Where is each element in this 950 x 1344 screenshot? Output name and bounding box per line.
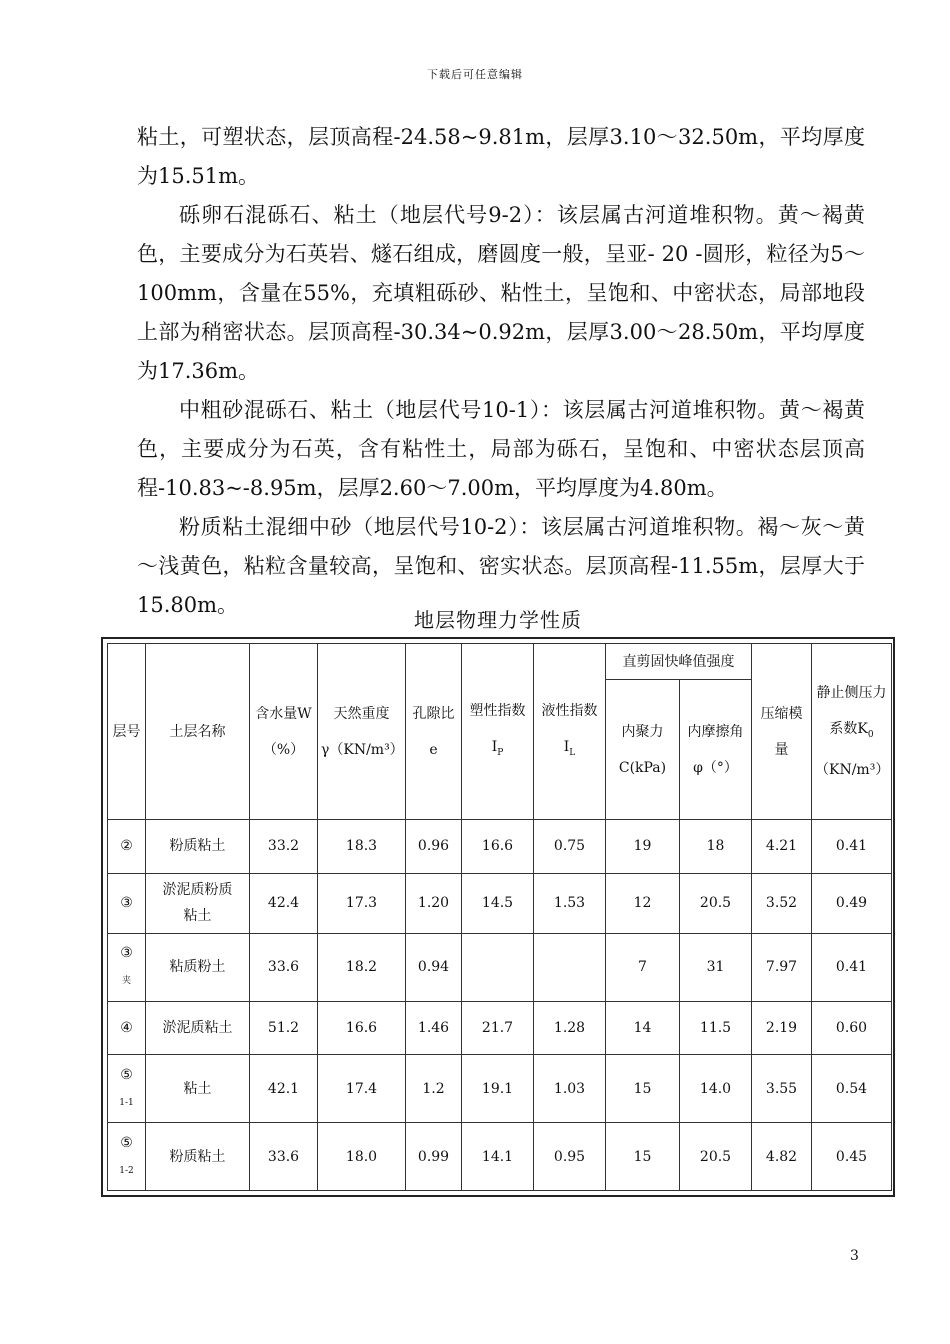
cell-plasticity: 21.7 <box>462 1001 534 1055</box>
cell-layer-no: ④ <box>108 1001 146 1055</box>
cell-compression: 3.55 <box>752 1055 812 1123</box>
cell-friction-angle: 14.0 <box>680 1055 752 1123</box>
cell-void-ratio: 0.96 <box>406 820 462 874</box>
cell-liquidity: 0.95 <box>534 1123 606 1191</box>
cell-unit-weight: 17.4 <box>318 1055 406 1123</box>
cell-soil-name: 淤泥质粉质粘土 <box>146 873 250 933</box>
cell-water-content: 33.6 <box>250 1123 318 1191</box>
page-number: 3 <box>850 1248 859 1264</box>
header-void-ratio: 孔隙比e <box>406 644 462 820</box>
cell-water-content: 51.2 <box>250 1001 318 1055</box>
cell-soil-name: 粉质粘土 <box>146 1123 250 1191</box>
header-shear-group: 直剪固快峰值强度 <box>606 644 752 680</box>
cell-k0: 0.41 <box>812 820 892 874</box>
table-row <box>108 1123 892 1191</box>
cell-layer-no <box>108 1055 146 1123</box>
cell-unit-weight: 18.3 <box>318 820 406 874</box>
cell-plasticity: 14.5 <box>462 873 534 933</box>
header-liquidity-sub: L <box>569 747 576 758</box>
layer-no-sub: 1-1 <box>119 1097 134 1108</box>
header-water-content: 含水量W（%） <box>250 644 318 820</box>
cell-void-ratio: 1.46 <box>406 1001 462 1055</box>
cell-layer-no <box>108 1123 146 1191</box>
header-liquidity-main: 液性指数I <box>541 702 598 755</box>
cell-void-ratio: 0.99 <box>406 1123 462 1191</box>
cell-void-ratio: 0.94 <box>406 933 462 1001</box>
table-row <box>108 1055 892 1123</box>
header-plasticity-main: 塑性指数I <box>469 702 526 755</box>
cell-cohesion: 14 <box>606 1001 680 1055</box>
cell-void-ratio: 1.2 <box>406 1055 462 1123</box>
cell-water-content: 42.1 <box>250 1055 318 1123</box>
cell-water-content: 33.2 <box>250 820 318 874</box>
cell-cohesion: 12 <box>606 873 680 933</box>
header-k0-main: 静止侧压力系数K <box>816 684 887 737</box>
header-layer-no: 层号 <box>108 644 146 820</box>
cell-k0: 0.49 <box>812 873 892 933</box>
layer-no-main: ⑤ <box>120 1134 133 1151</box>
cell-layer-no: ② <box>108 820 146 874</box>
header-plasticity <box>462 644 534 820</box>
cell-compression: 4.82 <box>752 1123 812 1191</box>
header-liquidity <box>534 644 606 820</box>
cell-liquidity: 0.75 <box>534 820 606 874</box>
cell-void-ratio: 1.20 <box>406 873 462 933</box>
header-unit-weight-main: 天然重度 <box>333 705 390 722</box>
cell-unit-weight: 16.6 <box>318 1001 406 1055</box>
table-row <box>108 820 892 874</box>
table-row <box>108 873 892 933</box>
cell-liquidity: 1.03 <box>534 1055 606 1123</box>
paragraph: 粘土，可塑状态，层顶高程-24.58~9.81m，层厚3.10～32.50m，平均厚度为15.51m。 <box>137 125 865 188</box>
cell-k0: 0.60 <box>812 1001 892 1055</box>
cell-plasticity: 19.1 <box>462 1055 534 1123</box>
layer-no-sub: 1-2 <box>119 1165 134 1176</box>
cell-unit-weight: 17.3 <box>318 873 406 933</box>
body-text <box>137 118 865 625</box>
soil-properties-table <box>101 637 895 1197</box>
cell-cohesion: 15 <box>606 1123 680 1191</box>
layer-no-main: ③ <box>120 945 133 961</box>
paragraph: 砾卵石混砾石、粘土（地层代号9-2）：该层属古河道堆积物。黄～褐黄色，主要成分为石英岩、燧石组成，磨圆度一般，呈亚- 20 -圆形，粒径为5～100mm，含量在55%，充填粗砾砂、粘性土，呈饱和、中密状态，局部地段上部为稍密状态。层顶高程-30.34~0.92m，层厚3.00～28.50m，平均厚度为17.36m。 <box>137 203 865 383</box>
header-unit-weight <box>318 644 406 820</box>
header-k0-unit: （KN/m³） <box>815 762 890 779</box>
header-unit-weight-sub: γ（KN/m³） <box>321 741 404 758</box>
cell-compression: 3.52 <box>752 873 812 933</box>
cell-compression: 7.97 <box>752 933 812 1001</box>
cell-friction-angle: 18 <box>680 820 752 874</box>
cell-k0: 0.45 <box>812 1123 892 1191</box>
header-friction-angle: 内摩擦角φ（°） <box>680 680 752 820</box>
cell-soil-name: 淤泥质粘土 <box>146 1001 250 1055</box>
cell-cohesion: 19 <box>606 820 680 874</box>
cell-compression: 2.19 <box>752 1001 812 1055</box>
header-k0 <box>812 644 892 820</box>
cell-plasticity <box>462 933 534 1001</box>
cell-liquidity: 1.53 <box>534 873 606 933</box>
cell-k0: 0.54 <box>812 1055 892 1123</box>
cell-liquidity <box>534 933 606 1001</box>
cell-unit-weight: 18.0 <box>318 1123 406 1191</box>
cell-liquidity: 1.28 <box>534 1001 606 1055</box>
cell-unit-weight: 18.2 <box>318 933 406 1001</box>
cell-k0: 0.41 <box>812 933 892 1001</box>
cell-plasticity: 16.6 <box>462 820 534 874</box>
cell-water-content: 33.6 <box>250 933 318 1001</box>
page-header: 下载后可任意编辑 <box>427 68 523 81</box>
cell-friction-angle: 11.5 <box>680 1001 752 1055</box>
cell-soil-name: 粘质粉土 <box>146 933 250 1001</box>
cell-soil-name: 粘土 <box>146 1055 250 1123</box>
header-soil-name: 土层名称 <box>146 644 250 820</box>
header-k0-sub: 0 <box>867 729 874 740</box>
cell-layer-no: ③ <box>108 873 146 933</box>
header-cohesion: 内聚力C(kPa) <box>606 680 680 820</box>
table-row <box>108 933 892 1001</box>
cell-friction-angle: 20.5 <box>680 1123 752 1191</box>
layer-no-sub: 夹 <box>121 976 131 986</box>
table-title: 地层物理力学性质 <box>414 608 582 632</box>
cell-cohesion: 7 <box>606 933 680 1001</box>
cell-friction-angle: 31 <box>680 933 752 1001</box>
paragraph: 粉质粘土混细中砂（地层代号10-2）：该层属古河道堆积物。褐～灰～黄～浅黄色，粘粒含量较高，呈饱和、密实状态。层顶高程-11.55m，层厚大于15.80m。 <box>137 515 865 617</box>
cell-plasticity: 14.1 <box>462 1123 534 1191</box>
layer-no-main: ⑤ <box>120 1066 133 1083</box>
paragraph: 中粗砂混砾石、粘土（地层代号10-1）：该层属古河道堆积物。黄～褐黄色，主要成分为石英，含有粘性土，局部为砾石，呈饱和、中密状态层顶高程-10.83~-8.95m，层厚2.60～7.00m，平均厚度为4.80m。 <box>137 398 865 500</box>
header-compression: 压缩模量 <box>752 644 812 820</box>
table-row <box>108 1001 892 1055</box>
cell-soil-name: 粉质粘土 <box>146 820 250 874</box>
cell-water-content: 42.4 <box>250 873 318 933</box>
cell-cohesion: 15 <box>606 1055 680 1123</box>
cell-friction-angle: 20.5 <box>680 873 752 933</box>
cell-compression: 4.21 <box>752 820 812 874</box>
header-plasticity-sub: P <box>497 747 504 758</box>
cell-layer-no <box>108 933 146 1001</box>
